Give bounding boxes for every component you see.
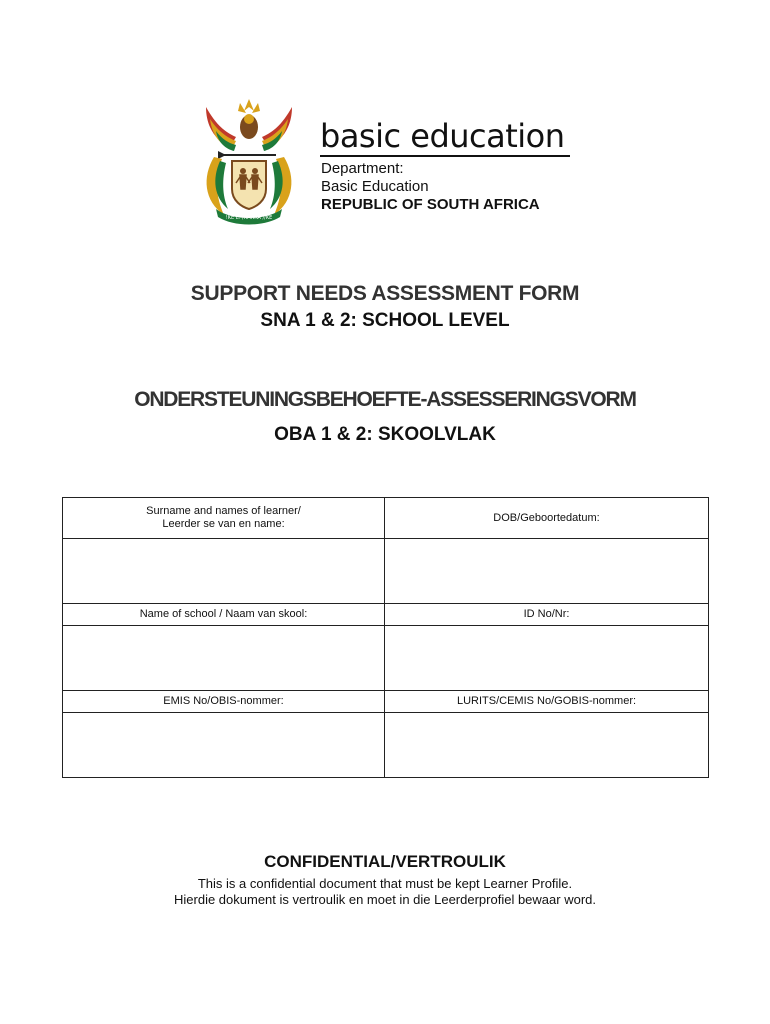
brand-underline xyxy=(320,155,570,157)
brand-name: basic education xyxy=(320,117,565,155)
confidential-note-afrikaans: Hierdie dokument is vertroulik en moet in die Leerderprofiel bewaar word. xyxy=(174,892,596,907)
form-subtitle-english: SNA 1 & 2: SCHOOL LEVEL xyxy=(260,310,510,331)
table-row xyxy=(63,691,709,713)
emis-number-field[interactable] xyxy=(63,713,385,778)
department-label: Department: xyxy=(321,160,404,177)
learner-name-field[interactable] xyxy=(63,539,385,604)
id-number-field[interactable] xyxy=(385,626,709,691)
school-name-field[interactable] xyxy=(63,626,385,691)
dob-field[interactable] xyxy=(385,539,709,604)
form-subtitle-afrikaans: OBA 1 & 2: SKOOLVLAK xyxy=(274,424,496,445)
learner-name-label-line2: Leerder se van en name: xyxy=(162,518,285,530)
learner-name-label-line1: Surname and names of learner/ xyxy=(146,505,301,517)
coat-of-arms-icon xyxy=(196,97,302,227)
learner-info-table xyxy=(62,497,709,778)
table-row xyxy=(63,539,709,604)
form-title-english: SUPPORT NEEDS ASSESSMENT FORM xyxy=(190,282,580,305)
department-name: Basic Education xyxy=(321,178,429,195)
table-row xyxy=(63,626,709,691)
emis-number-label: EMIS No/OBIS-nommer: xyxy=(63,691,385,713)
table-row xyxy=(63,604,709,626)
country-name: REPUBLIC OF SOUTH AFRICA xyxy=(321,196,540,213)
lurits-number-field[interactable] xyxy=(385,713,709,778)
dob-label: DOB/Geboortedatum: xyxy=(385,498,709,539)
crest-motto: !KE E: /XARRA //KE xyxy=(225,215,273,221)
confidential-heading: CONFIDENTIAL/VERTROULIK xyxy=(264,852,506,871)
school-name-label: Name of school / Naam van skool: xyxy=(63,604,385,626)
confidential-note-english: This is a confidential document that must be kept Learner Profile. xyxy=(197,876,573,891)
id-number-label: ID No/Nr: xyxy=(385,604,709,626)
table-row xyxy=(63,713,709,778)
table-row xyxy=(63,498,709,539)
form-title-afrikaans: ONDERSTEUNINGSBEHOEFTE-ASSESSERINGSVORM xyxy=(134,388,636,411)
learner-name-label xyxy=(63,498,385,539)
lurits-number-label: LURITS/CEMIS No/GOBIS-nommer: xyxy=(385,691,709,713)
